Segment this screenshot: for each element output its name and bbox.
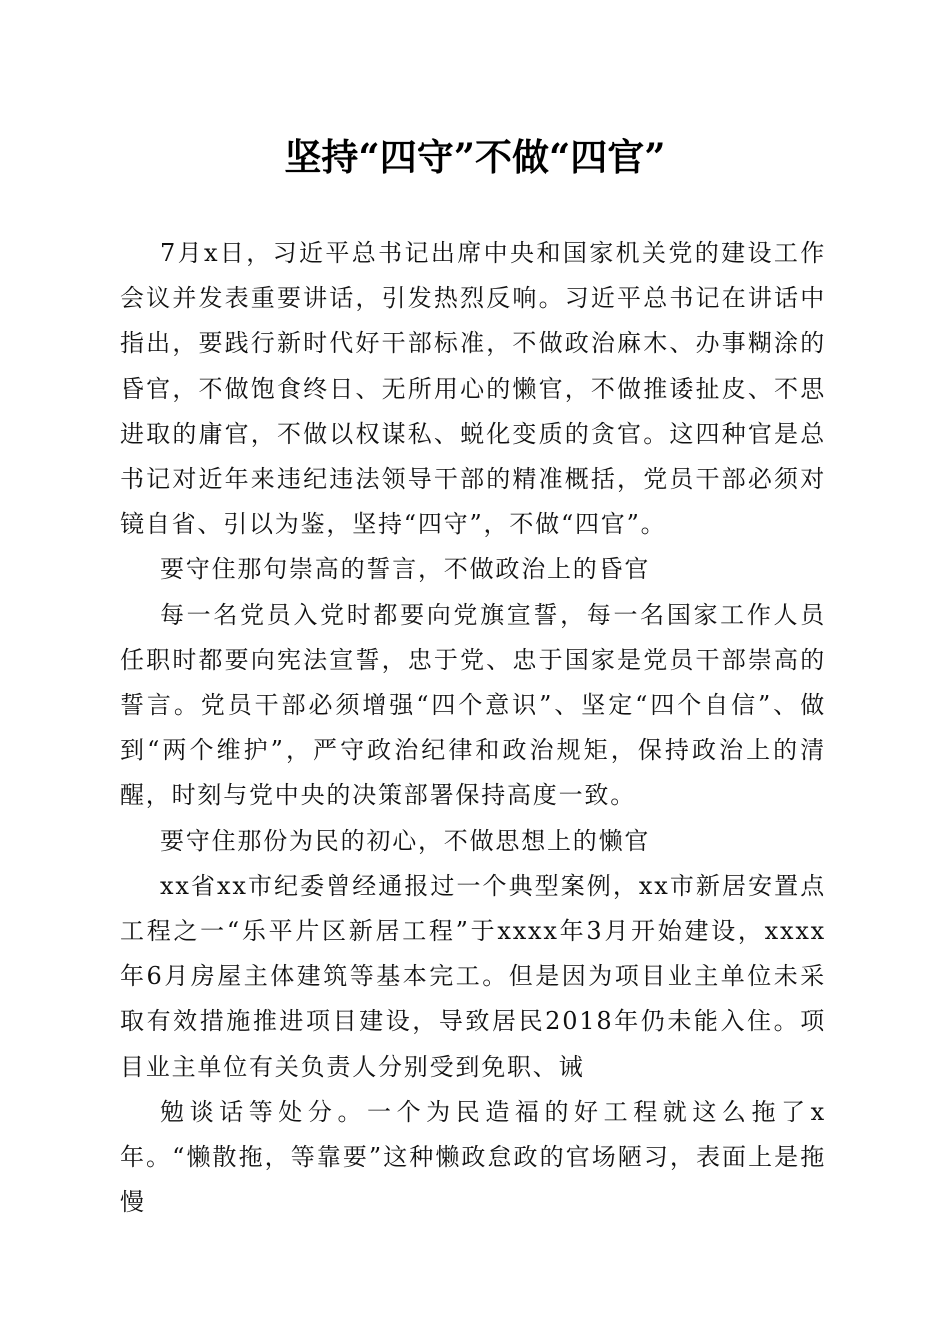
paragraph-continuation: 勉谈话等处分。一个为民造福的好工程就这么拖了x年。“懒散拖，等靠要”这种懒政怠政的官场陋习，表面上是拖慢 [120, 1097, 826, 1217]
paragraph-section-1: 每一名党员入党时都要向党旗宣誓，每一名国家工作人员任职时都要向宪法宣誓，忠于党、忠于国家是党员干部崇高的誓言。党员干部必须增强“四个意识”、坚定“四个自信”、做到“两个维护”，严守政治纪律和政治规矩，保持政治上的清醒，时刻与党中央的决策部署保持高度一致。 [120, 600, 826, 810]
document-title: 坚持“四守”不做“四官” [284, 135, 666, 179]
paragraph-case: xx省xx市纪委曾经通报过一个典型案例，xx市新居安置点工程之一“乐平片区新居工程”于xxxx年3月开始建设，xxxx年6月房屋主体建筑等基本完工。但是因为项目业主单位未采取有效措施推进项目建设，导致居民2018年仍未能入住。项目业主单位有关负责人分别受到免职、诫 [120, 871, 826, 1081]
section-heading-1: 要守住那句崇高的誓言，不做政治上的昏官 [160, 555, 651, 584]
section-heading-2: 要守住那份为民的初心，不做思想上的懒官 [160, 826, 651, 855]
document-body [120, 231, 826, 1225]
paragraph-intro: 7月x日，习近平总书记出席中央和国家机关党的建设工作会议并发表重要讲话，引发热烈反响。习近平总书记在讲话中指出，要践行新时代好干部标准，不做政治麻木、办事糊涂的昏官，不做饱食终日、无所用心的懒官，不做推诿扯皮、不思进取的庸官，不做以权谋私、蜕化变质的贪官。这四种官是总书记对近年来违纪违法领导干部的精准概括，党员干部必须对镜自省、引以为鉴，坚持“四守”，不做“四官”。 [120, 239, 826, 539]
